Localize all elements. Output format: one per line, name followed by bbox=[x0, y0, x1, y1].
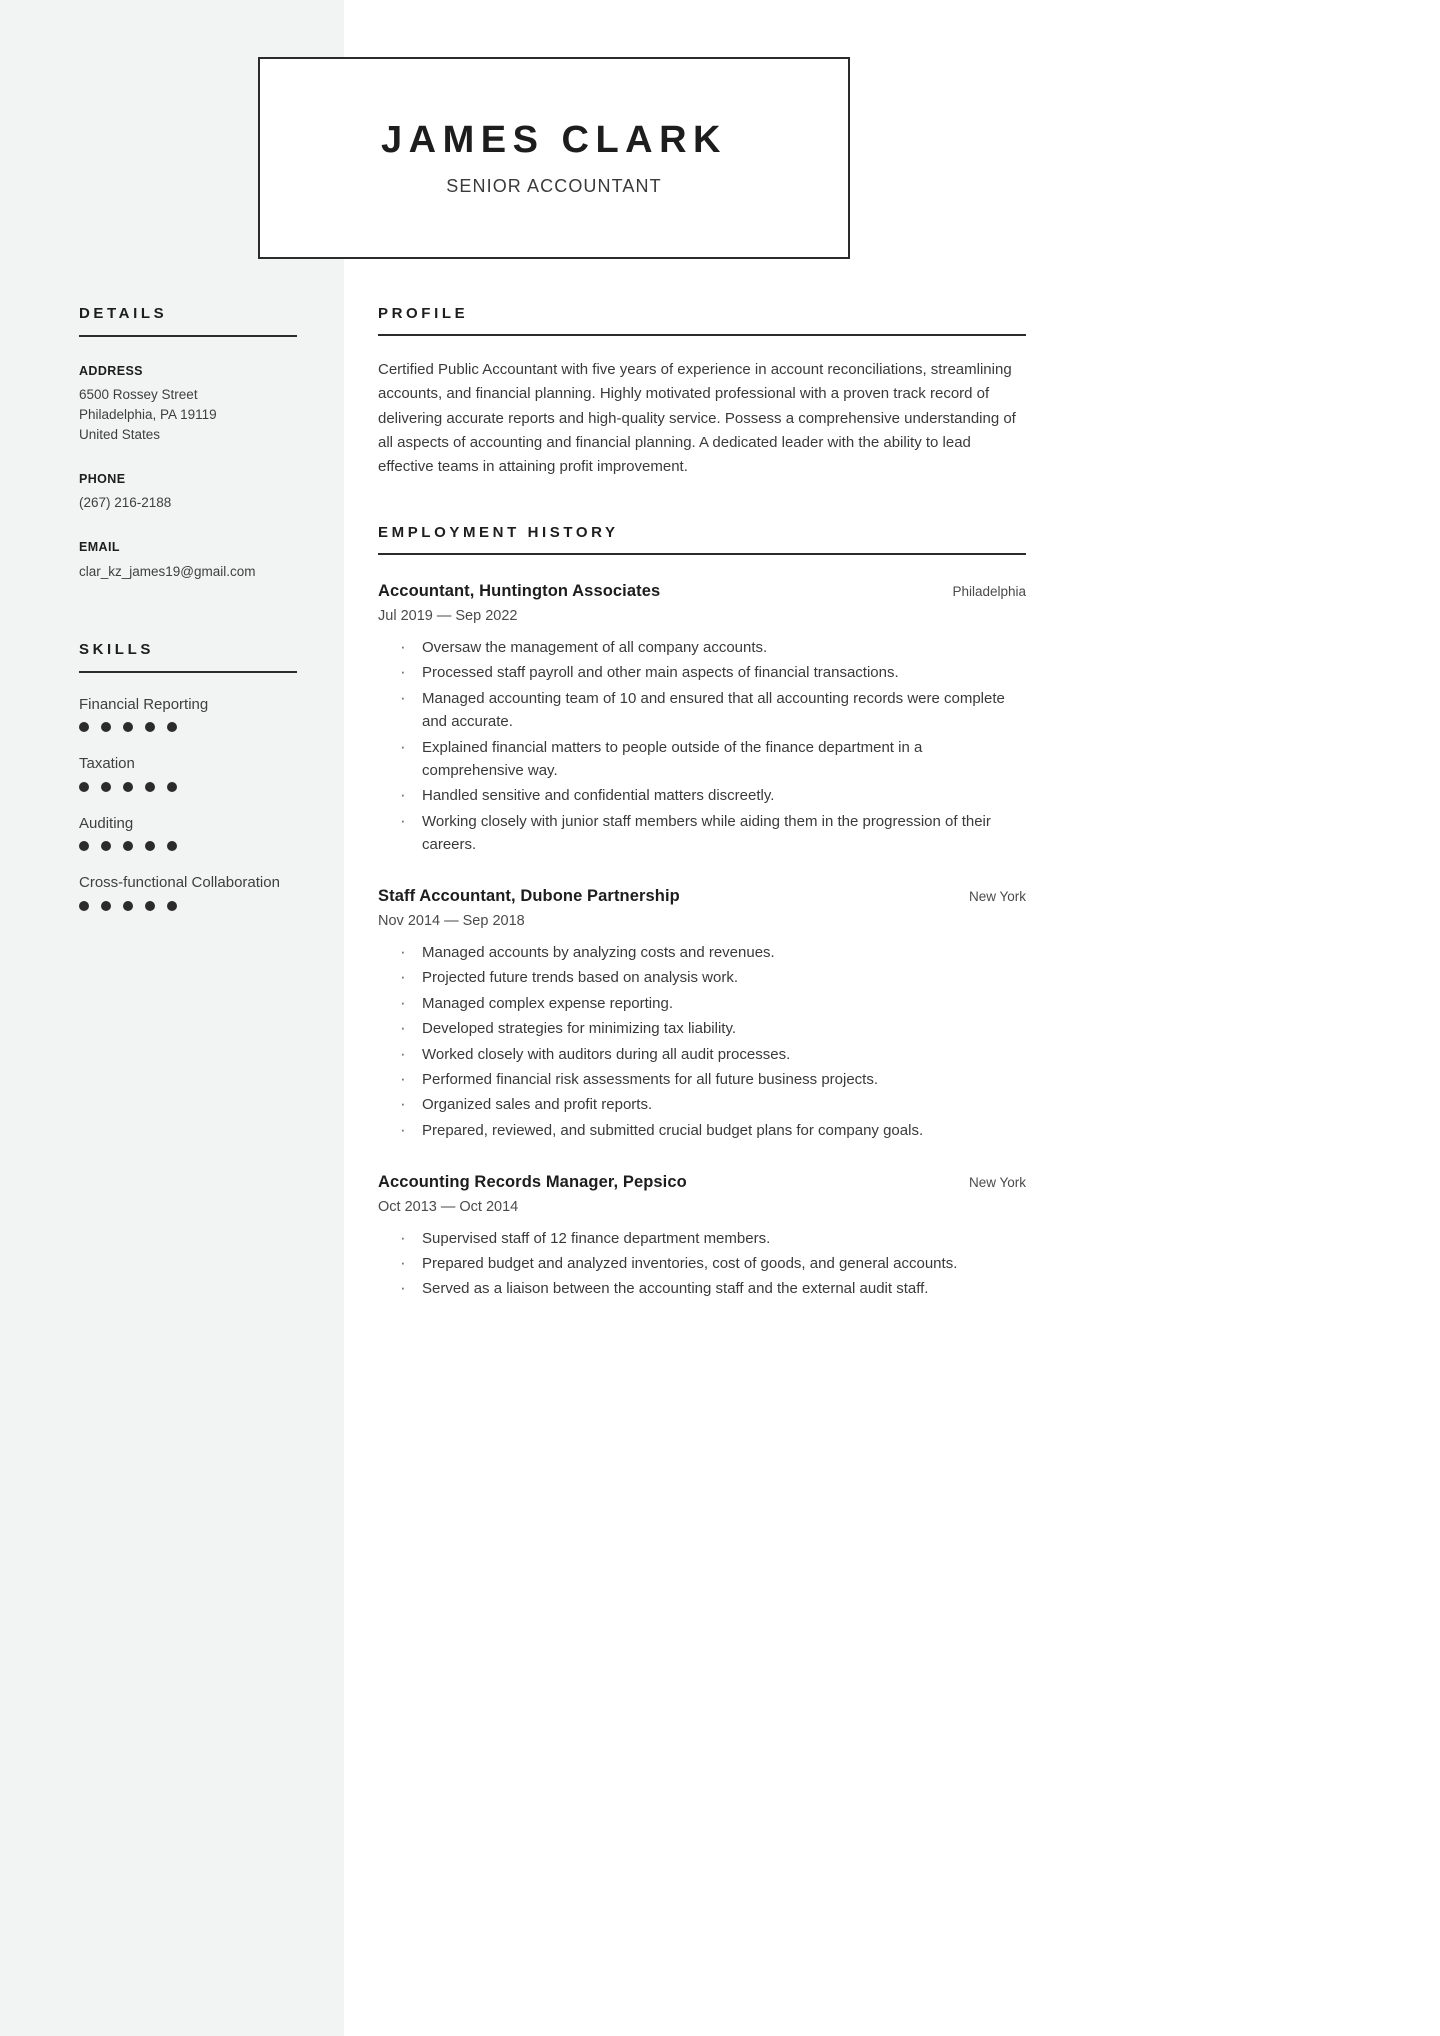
profile-text: Certified Public Accountant with five years of experience in account reconciliations, streamlining accounts, and financial planning. Highly motivated professional with a proven track record of delivering accurate reports and high-quality service. Possess a comprehensive understanding of all aspects of accounting and financial planning. A dedicated leader with the ability to lead effective teams in attaining profit improvement. bbox=[378, 361, 1016, 476]
skill-item bbox=[79, 695, 297, 733]
skill-rating-dot bbox=[79, 782, 89, 792]
employment-bullet: · Working closely with junior staff members while aiding them in the progression of their careers. bbox=[378, 810, 1026, 857]
employment-entry bbox=[378, 581, 1026, 856]
skill-rating-dots bbox=[79, 722, 297, 732]
skill-rating-dot bbox=[79, 901, 89, 911]
skill-rating-dots bbox=[79, 901, 297, 911]
name-header-box bbox=[258, 57, 850, 259]
employment-bullet: · Managed complex expense reporting. bbox=[378, 992, 1026, 1015]
employment-bullet: · Worked closely with auditors during all audit processes. bbox=[378, 1043, 1026, 1066]
skill-item bbox=[79, 873, 297, 911]
details-section-title: DETAILS bbox=[79, 305, 168, 322]
employment-bullet: · Organized sales and profit reports. bbox=[378, 1093, 1026, 1116]
skill-rating-dots bbox=[79, 782, 297, 792]
employment-bullet: · Processed staff payroll and other main aspects of financial transactions. bbox=[378, 661, 1026, 684]
detail-value-address-line1: 6500 Rossey Street bbox=[79, 387, 198, 403]
detail-value-address-line3: United States bbox=[79, 427, 161, 443]
details-section-divider bbox=[79, 335, 297, 337]
skill-name: Financial Reporting bbox=[79, 695, 209, 713]
skill-item bbox=[79, 754, 297, 792]
skill-rating-dot bbox=[79, 841, 89, 851]
employment-section-divider bbox=[378, 553, 1026, 555]
employment-bullet: · Supervised staff of 12 finance department members. bbox=[378, 1227, 1026, 1250]
skill-rating-dot bbox=[79, 722, 89, 732]
employment-bullet: · Explained financial matters to people outside of the finance department in a comprehensive way. bbox=[378, 736, 1026, 783]
skill-rating-dot bbox=[167, 722, 177, 732]
skill-name: Taxation bbox=[79, 755, 135, 773]
employment-bullet: · Performed financial risk assessments for all future business projects. bbox=[378, 1068, 1026, 1091]
detail-value-phone: (267) 216-2188 bbox=[79, 495, 172, 511]
skill-rating-dot bbox=[123, 722, 133, 732]
detail-value-address-line2: Philadelphia, PA 19119 bbox=[79, 407, 217, 423]
employment-location: New York bbox=[968, 1175, 1026, 1191]
skill-rating-dot bbox=[145, 722, 155, 732]
details-section bbox=[79, 306, 297, 582]
employment-bullet-list bbox=[378, 941, 1026, 1142]
employment-role: Staff Accountant, Dubone Partnership bbox=[378, 887, 680, 906]
skill-rating-dot bbox=[167, 782, 177, 792]
skill-rating-dot bbox=[101, 722, 111, 732]
detail-label-address: ADDRESS bbox=[79, 364, 143, 378]
employment-bullet: · Oversaw the management of all company accounts. bbox=[378, 636, 1026, 659]
skill-rating-dot bbox=[123, 841, 133, 851]
detail-group-phone bbox=[79, 471, 297, 513]
employment-location: New York bbox=[968, 889, 1026, 905]
employment-dates: Nov 2014 — Sep 2018 bbox=[378, 913, 525, 930]
employment-entry-header bbox=[378, 1172, 1026, 1193]
skill-rating-dot bbox=[101, 782, 111, 792]
employment-bullet: · Managed accounts by analyzing costs and revenues. bbox=[378, 941, 1026, 964]
detail-group-address bbox=[79, 363, 297, 445]
employment-entry-header bbox=[378, 886, 1026, 907]
employment-bullet: · Managed accounting team of 10 and ensured that all accounting records were complete and accurate. bbox=[378, 687, 1026, 734]
skills-section bbox=[79, 642, 297, 911]
employment-location: Philadelphia bbox=[952, 584, 1026, 600]
skill-rating-dot bbox=[167, 841, 177, 851]
employment-bullet: · Prepared budget and analyzed inventories, cost of goods, and general accounts. bbox=[378, 1252, 1026, 1275]
employment-dates: Oct 2013 — Oct 2014 bbox=[378, 1198, 519, 1215]
profile-section bbox=[378, 306, 1026, 479]
skill-rating-dot bbox=[101, 841, 111, 851]
skill-rating-dot bbox=[101, 901, 111, 911]
page-title: JAMES CLARK bbox=[381, 119, 727, 161]
detail-value-email: clar_kz_james19@gmail.com bbox=[79, 563, 256, 579]
skill-rating-dot bbox=[123, 901, 133, 911]
header-job-title: SENIOR ACCOUNTANT bbox=[446, 176, 662, 196]
employment-role: Accounting Records Manager, Pepsico bbox=[378, 1173, 687, 1192]
employment-bullet-list bbox=[378, 636, 1026, 857]
detail-group-email bbox=[79, 539, 297, 581]
profile-section-divider bbox=[378, 334, 1026, 336]
skill-name: Auditing bbox=[79, 814, 134, 832]
employment-dates: Jul 2019 — Sep 2022 bbox=[378, 608, 518, 625]
profile-section-title: PROFILE bbox=[378, 305, 469, 322]
employment-job-list bbox=[378, 581, 1026, 1300]
skill-rating-dot bbox=[145, 901, 155, 911]
employment-section-title: EMPLOYMENT HISTORY bbox=[378, 524, 619, 542]
skill-name: Cross-functional Collaboration bbox=[79, 874, 280, 892]
employment-bullet: · Prepared, reviewed, and submitted crucial budget plans for company goals. bbox=[378, 1119, 1026, 1142]
detail-label-email: EMAIL bbox=[79, 540, 120, 555]
employment-entry-header bbox=[378, 581, 1026, 602]
skill-rating-dots bbox=[79, 841, 297, 851]
skill-rating-dot bbox=[145, 841, 155, 851]
sidebar bbox=[79, 306, 297, 911]
skill-rating-dot bbox=[145, 782, 155, 792]
skill-rating-dot bbox=[167, 901, 177, 911]
detail-label-phone: PHONE bbox=[79, 472, 126, 487]
skills-section-divider bbox=[79, 671, 297, 673]
employment-bullet: · Developed strategies for minimizing tax liability. bbox=[378, 1017, 1026, 1040]
main-column bbox=[378, 306, 1026, 1301]
skills-section-title: SKILLS bbox=[79, 640, 154, 658]
employment-bullet: · Served as a liaison between the accounting staff and the external audit staff. bbox=[378, 1277, 1026, 1300]
skill-rating-dot bbox=[123, 782, 133, 792]
employment-bullet: · Handled sensitive and confidential matters discreetly. bbox=[378, 784, 1026, 807]
skill-item bbox=[79, 814, 297, 852]
employment-bullet: · Projected future trends based on analysis work. bbox=[378, 966, 1026, 989]
employment-bullet-list bbox=[378, 1227, 1026, 1301]
employment-section bbox=[378, 525, 1026, 1300]
employment-role: Accountant, Huntington Associates bbox=[378, 582, 661, 601]
employment-entry bbox=[378, 886, 1026, 1142]
employment-entry bbox=[378, 1172, 1026, 1301]
